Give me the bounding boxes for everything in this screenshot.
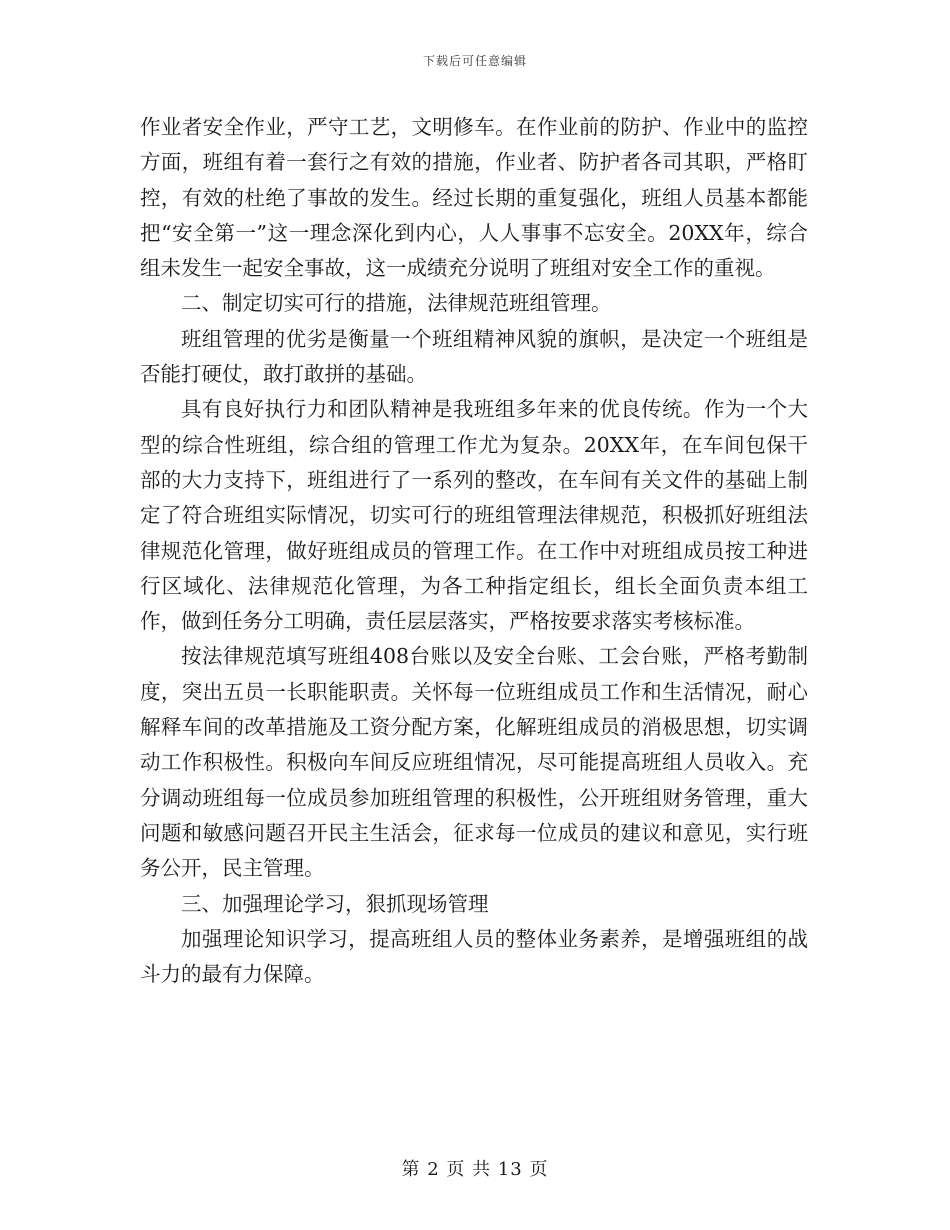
paragraph-5: 按法律规范填写班组408台账以及安全台账、工会台账，严格考勤制度，突出五员一长职能职责。关怀每一位班组成员工作和生活情况，耐心解释车间的改革措施及工资分配方案，化解班组成员的消极思想，切实调动工作积极性。积极向车间反应班组情况，尽可能提高班组人员收入。充分调动班组每一位成员参加班组管理的积极性，公开班组财务管理，重大问题和敏感问题召开民主生活会，征求每一位成员的建议和意见，实行班务公开，民主管理。 xyxy=(140,644,808,881)
document-body xyxy=(140,110,808,992)
paragraph-7: 加强理论知识学习，提高班组人员的整体业务素养，是增强班组的战斗力的最有力保障。 xyxy=(140,926,808,987)
paragraph-1: 作业者安全作业，严守工艺，文明修车。在作业前的防护、作业中的监控方面，班组有着一套行之有效的措施，作业者、防护者各司其职，严格盯控，有效的杜绝了事故的发生。经过长期的重复强化，班组人员基本都能把“安全第一”这一理念深化到内心，人人事事不忘安全。20XX年，综合组未发生一起安全事故，这一成绩充分说明了班组对安全工作的重视。 xyxy=(140,115,808,281)
paragraph-4: 具有良好执行力和团队精神是我班组多年来的优良传统。作为一个大型的综合性班组，综合组的管理工作尤为复杂。20XX年，在车间包保干部的大力支持下，班组进行了一系列的整改，在车间有关文件的基础上制定了符合班组实际情况，切实可行的班组管理法律规范，积极抓好班组法律规范化管理，做好班组成员的管理工作。在工作中对班组成员按工种进行区域化、法律规范化管理，为各工种指定组长，组长全面负责本组工作，做到任务分工明确，责任层层落实，严格按要求落实考核标准。 xyxy=(140,397,808,634)
paragraph-3: 班组管理的优劣是衡量一个班组精神风貌的旗帜，是决定一个班组是否能打硬仗，敢打敢拼的基础。 xyxy=(140,326,808,387)
page-number-footer: 第 2 页 共 13 页 xyxy=(401,1159,549,1180)
page-header: 下载后可任意编辑 xyxy=(422,54,527,68)
section-heading-2: 二、制定切实可行的措施，法律规范班组管理。 xyxy=(181,291,612,316)
section-heading-3: 三、加强理论学习，狠抓现场管理 xyxy=(181,891,489,916)
